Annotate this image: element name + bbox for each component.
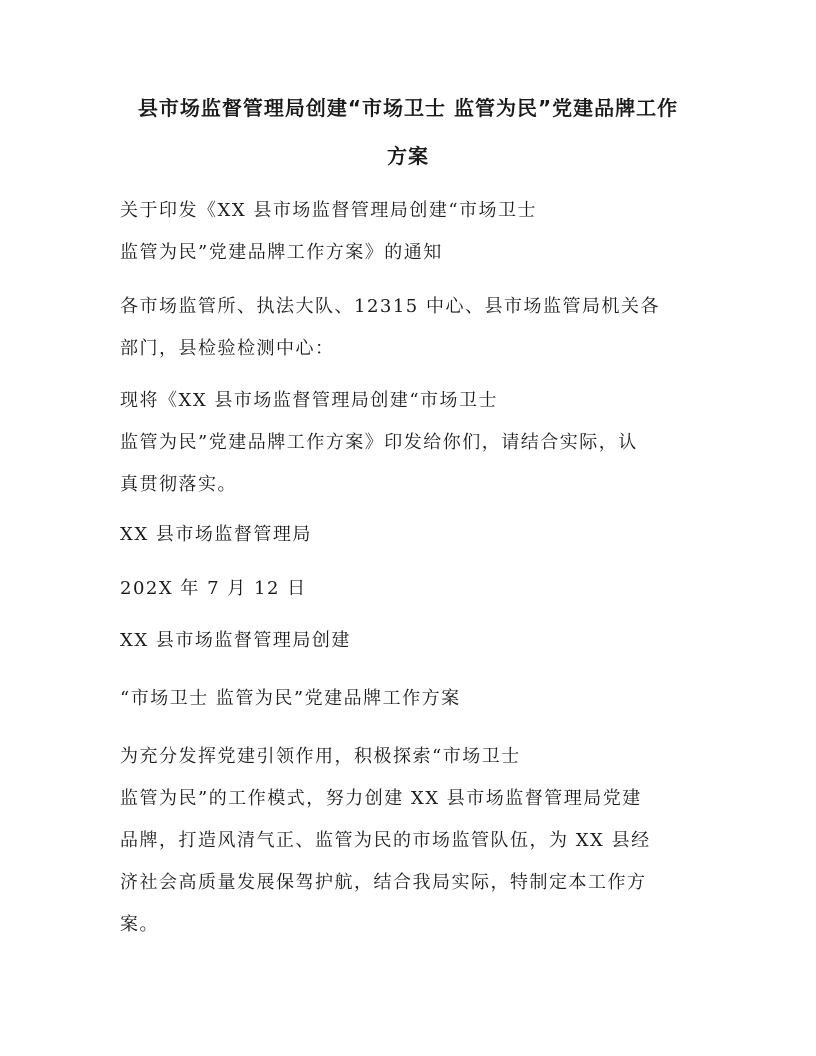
- addressee-paragraph: [120, 286, 700, 370]
- document-title-line-1: 县市场监督管理局创建“市场卫士 监管为民”党建品牌工作: [137, 96, 679, 120]
- body-intro-line-1: 现将《XX 县市场监督管理局创建“市场卫士: [120, 390, 499, 411]
- plan-body-paragraph: [120, 736, 700, 946]
- issuer-name: XX 县市场监督管理局: [120, 524, 312, 545]
- addressee-line-1: 各市场监管所、执法大队、12315 中心、县市场监管局机关各: [120, 296, 660, 317]
- plan-heading-1: [120, 620, 700, 662]
- plan-heading-line-1: XX 县市场监督管理局创建: [120, 630, 351, 651]
- date-line: [120, 568, 700, 610]
- issue-date: 202X 年 7 月 12 日: [120, 578, 307, 599]
- document-title: [112, 84, 704, 180]
- notice-title: [120, 190, 700, 274]
- issuer-line: [120, 514, 700, 556]
- notice-title-line-2: 监管为民”党建品牌工作方案》的通知: [120, 242, 443, 263]
- plan-heading-2: [120, 678, 700, 720]
- body-intro-paragraph: [120, 380, 700, 506]
- plan-body-line-2: 监管为民”的工作模式，努力创建 XX 县市场监督管理局党建: [120, 788, 642, 809]
- plan-body-line-4: 济社会高质量发展保驾护航，结合我局实际，特制定本工作方: [120, 872, 647, 893]
- notice-title-line-1: 关于印发《XX 县市场监督管理局创建“市场卫士: [120, 200, 538, 221]
- plan-body-line-3: 品牌，打造风清气正、监管为民的市场监管队伍，为 XX 县经: [120, 830, 651, 851]
- addressee-line-2: 部门，县检验检测中心：: [120, 338, 335, 359]
- body-intro-line-2: 监管为民”党建品牌工作方案》印发给你们，请结合实际，认: [120, 432, 638, 453]
- plan-body-line-1: 为充分发挥党建引领作用，积极探索“市场卫士: [120, 746, 521, 767]
- plan-body-line-5: 案。: [120, 914, 159, 935]
- document-title-line-2: 方案: [387, 144, 429, 168]
- plan-heading-line-2: “市场卫士 监管为民”党建品牌工作方案: [120, 688, 461, 709]
- body-intro-line-3: 真贯彻落实。: [120, 474, 237, 495]
